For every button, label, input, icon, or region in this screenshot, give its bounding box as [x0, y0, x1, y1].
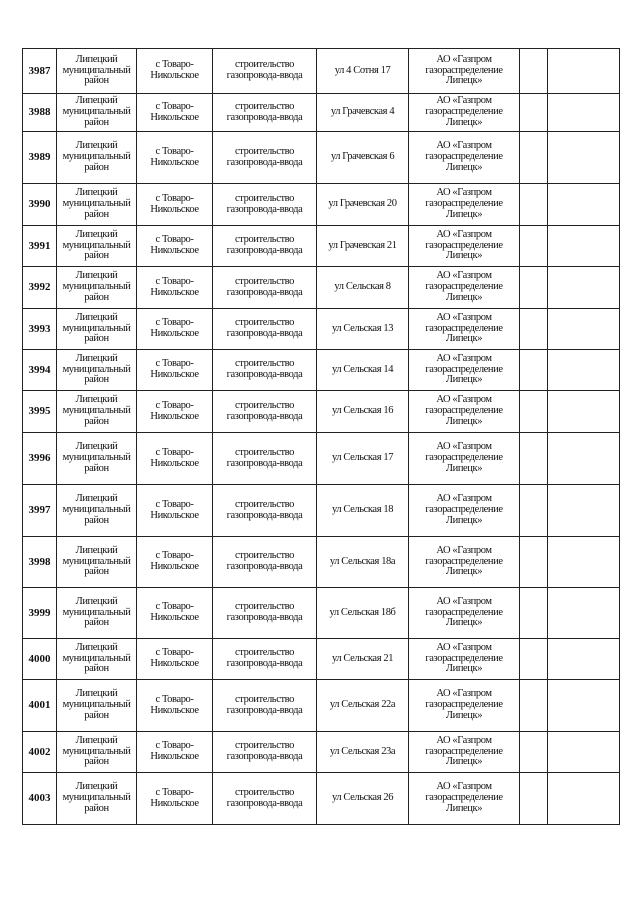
row-work-type: строительство газопровода-ввода [213, 350, 317, 391]
table-row [23, 391, 620, 433]
row-district: Липецкий муниципальный район [57, 184, 137, 226]
row-empty-cell-2 [548, 267, 620, 309]
row-district: Липецкий муниципальный район [57, 639, 137, 680]
row-settlement: с Товаро- Никольское [137, 350, 213, 391]
row-empty-cell-1 [520, 588, 548, 639]
row-empty-cell-2 [548, 391, 620, 433]
row-organization: АО «Газпром газораспределение Липецк» [409, 485, 520, 537]
row-organization: АО «Газпром газораспределение Липецк» [409, 94, 520, 132]
row-address: ул Сельская 23а [317, 732, 409, 773]
row-empty-cell-2 [548, 639, 620, 680]
row-organization: АО «Газпром газораспределение Липецк» [409, 267, 520, 309]
row-district: Липецкий муниципальный район [57, 350, 137, 391]
row-work-type: строительство газопровода-ввода [213, 537, 317, 588]
row-empty-cell-1 [520, 391, 548, 433]
table-row [23, 226, 620, 267]
row-organization: АО «Газпром газораспределение Липецк» [409, 226, 520, 267]
row-organization: АО «Газпром газораспределение Липецк» [409, 391, 520, 433]
table-row [23, 132, 620, 184]
row-empty-cell-1 [520, 94, 548, 132]
row-number: 3994 [23, 350, 57, 391]
row-work-type: строительство газопровода-ввода [213, 226, 317, 267]
table-row [23, 267, 620, 309]
row-empty-cell-1 [520, 350, 548, 391]
row-empty-cell-1 [520, 309, 548, 350]
row-number: 3988 [23, 94, 57, 132]
row-organization: АО «Газпром газораспределение Липецк» [409, 588, 520, 639]
row-address: ул 4 Сотня 17 [317, 49, 409, 94]
row-organization: АО «Газпром газораспределение Липецк» [409, 350, 520, 391]
row-empty-cell-2 [548, 433, 620, 485]
row-empty-cell-1 [520, 132, 548, 184]
row-empty-cell-2 [548, 773, 620, 825]
row-settlement: с Товаро- Никольское [137, 537, 213, 588]
row-settlement: с Товаро- Никольское [137, 639, 213, 680]
table-row [23, 639, 620, 680]
row-empty-cell-2 [548, 49, 620, 94]
row-district: Липецкий муниципальный район [57, 49, 137, 94]
row-empty-cell-1 [520, 184, 548, 226]
row-address: ул Сельская 8 [317, 267, 409, 309]
table-row [23, 588, 620, 639]
row-work-type: строительство газопровода-ввода [213, 485, 317, 537]
row-organization: АО «Газпром газораспределение Липецк» [409, 433, 520, 485]
row-number: 3997 [23, 485, 57, 537]
row-organization: АО «Газпром газораспределение Липецк» [409, 184, 520, 226]
row-address: ул Сельская 18 [317, 485, 409, 537]
row-settlement: с Товаро- Никольское [137, 94, 213, 132]
row-number: 3995 [23, 391, 57, 433]
row-address: ул Сельская 21 [317, 639, 409, 680]
row-organization: АО «Газпром газораспределение Липецк» [409, 537, 520, 588]
row-work-type: строительство газопровода-ввода [213, 94, 317, 132]
table-row [23, 94, 620, 132]
row-number: 3991 [23, 226, 57, 267]
row-work-type: строительство газопровода-ввода [213, 49, 317, 94]
row-district: Липецкий муниципальный район [57, 391, 137, 433]
row-empty-cell-2 [548, 132, 620, 184]
table-row [23, 773, 620, 825]
row-organization: АО «Газпром газораспределение Липецк» [409, 732, 520, 773]
row-number: 4002 [23, 732, 57, 773]
row-settlement: с Товаро- Никольское [137, 433, 213, 485]
row-settlement: с Товаро- Никольское [137, 309, 213, 350]
row-number: 4001 [23, 680, 57, 732]
row-settlement: с Товаро- Никольское [137, 132, 213, 184]
row-district: Липецкий муниципальный район [57, 732, 137, 773]
table-row [23, 732, 620, 773]
row-organization: АО «Газпром газораспределение Липецк» [409, 49, 520, 94]
row-empty-cell-2 [548, 226, 620, 267]
row-work-type: строительство газопровода-ввода [213, 391, 317, 433]
row-organization: АО «Газпром газораспределение Липецк» [409, 680, 520, 732]
row-empty-cell-2 [548, 537, 620, 588]
table-row [23, 485, 620, 537]
row-work-type: строительство газопровода-ввода [213, 267, 317, 309]
row-district: Липецкий муниципальный район [57, 537, 137, 588]
row-district: Липецкий муниципальный район [57, 588, 137, 639]
row-empty-cell-1 [520, 680, 548, 732]
row-settlement: с Товаро- Никольское [137, 732, 213, 773]
row-settlement: с Товаро- Никольское [137, 49, 213, 94]
row-work-type: строительство газопровода-ввода [213, 309, 317, 350]
row-empty-cell-1 [520, 732, 548, 773]
row-number: 3990 [23, 184, 57, 226]
table-row [23, 537, 620, 588]
row-empty-cell-1 [520, 773, 548, 825]
row-number: 3992 [23, 267, 57, 309]
row-organization: АО «Газпром газораспределение Липецк» [409, 132, 520, 184]
row-number: 3987 [23, 49, 57, 94]
row-empty-cell-2 [548, 588, 620, 639]
row-address: ул Сельская 16 [317, 391, 409, 433]
row-address: ул Сельская 18а [317, 537, 409, 588]
row-empty-cell-1 [520, 226, 548, 267]
row-work-type: строительство газопровода-ввода [213, 588, 317, 639]
row-address: ул Сельская 18б [317, 588, 409, 639]
row-district: Липецкий муниципальный район [57, 94, 137, 132]
row-district: Липецкий муниципальный район [57, 226, 137, 267]
row-empty-cell-1 [520, 433, 548, 485]
table-row [23, 49, 620, 94]
row-empty-cell-2 [548, 350, 620, 391]
row-number: 4000 [23, 639, 57, 680]
row-number: 3999 [23, 588, 57, 639]
row-settlement: с Товаро- Никольское [137, 680, 213, 732]
row-address: ул Сельская 26 [317, 773, 409, 825]
row-district: Липецкий муниципальный район [57, 132, 137, 184]
row-empty-cell-1 [520, 485, 548, 537]
row-district: Липецкий муниципальный район [57, 680, 137, 732]
row-work-type: строительство газопровода-ввода [213, 680, 317, 732]
row-number: 3996 [23, 433, 57, 485]
row-district: Липецкий муниципальный район [57, 433, 137, 485]
row-address: ул Грачевская 20 [317, 184, 409, 226]
row-empty-cell-2 [548, 732, 620, 773]
row-district: Липецкий муниципальный район [57, 267, 137, 309]
row-settlement: с Товаро- Никольское [137, 184, 213, 226]
row-settlement: с Товаро- Никольское [137, 588, 213, 639]
table-body [23, 49, 620, 825]
table-row [23, 680, 620, 732]
row-number: 3989 [23, 132, 57, 184]
row-work-type: строительство газопровода-ввода [213, 773, 317, 825]
row-empty-cell-1 [520, 267, 548, 309]
row-empty-cell-1 [520, 639, 548, 680]
row-empty-cell-2 [548, 309, 620, 350]
row-address: ул Сельская 17 [317, 433, 409, 485]
table-row [23, 184, 620, 226]
table-row [23, 309, 620, 350]
row-work-type: строительство газопровода-ввода [213, 132, 317, 184]
row-work-type: строительство газопровода-ввода [213, 184, 317, 226]
row-address: ул Грачевская 4 [317, 94, 409, 132]
row-organization: АО «Газпром газораспределение Липецк» [409, 773, 520, 825]
row-settlement: с Товаро- Никольское [137, 773, 213, 825]
row-empty-cell-1 [520, 49, 548, 94]
row-settlement: с Товаро- Никольское [137, 267, 213, 309]
row-settlement: с Товаро- Никольское [137, 391, 213, 433]
row-number: 3993 [23, 309, 57, 350]
row-number: 3998 [23, 537, 57, 588]
row-district: Липецкий муниципальный район [57, 485, 137, 537]
row-empty-cell-1 [520, 537, 548, 588]
table-row [23, 433, 620, 485]
row-empty-cell-2 [548, 94, 620, 132]
registry-table [22, 48, 620, 825]
row-address: ул Сельская 13 [317, 309, 409, 350]
row-settlement: с Товаро- Никольское [137, 485, 213, 537]
row-work-type: строительство газопровода-ввода [213, 639, 317, 680]
row-organization: АО «Газпром газораспределение Липецк» [409, 639, 520, 680]
table-row [23, 350, 620, 391]
row-empty-cell-2 [548, 485, 620, 537]
row-number: 4003 [23, 773, 57, 825]
row-work-type: строительство газопровода-ввода [213, 433, 317, 485]
row-address: ул Сельская 22а [317, 680, 409, 732]
row-district: Липецкий муниципальный район [57, 309, 137, 350]
row-organization: АО «Газпром газораспределение Липецк» [409, 309, 520, 350]
row-address: ул Сельская 14 [317, 350, 409, 391]
row-address: ул Грачевская 21 [317, 226, 409, 267]
row-empty-cell-2 [548, 680, 620, 732]
row-empty-cell-2 [548, 184, 620, 226]
row-address: ул Грачевская 6 [317, 132, 409, 184]
row-settlement: с Товаро- Никольское [137, 226, 213, 267]
row-work-type: строительство газопровода-ввода [213, 732, 317, 773]
row-district: Липецкий муниципальный район [57, 773, 137, 825]
